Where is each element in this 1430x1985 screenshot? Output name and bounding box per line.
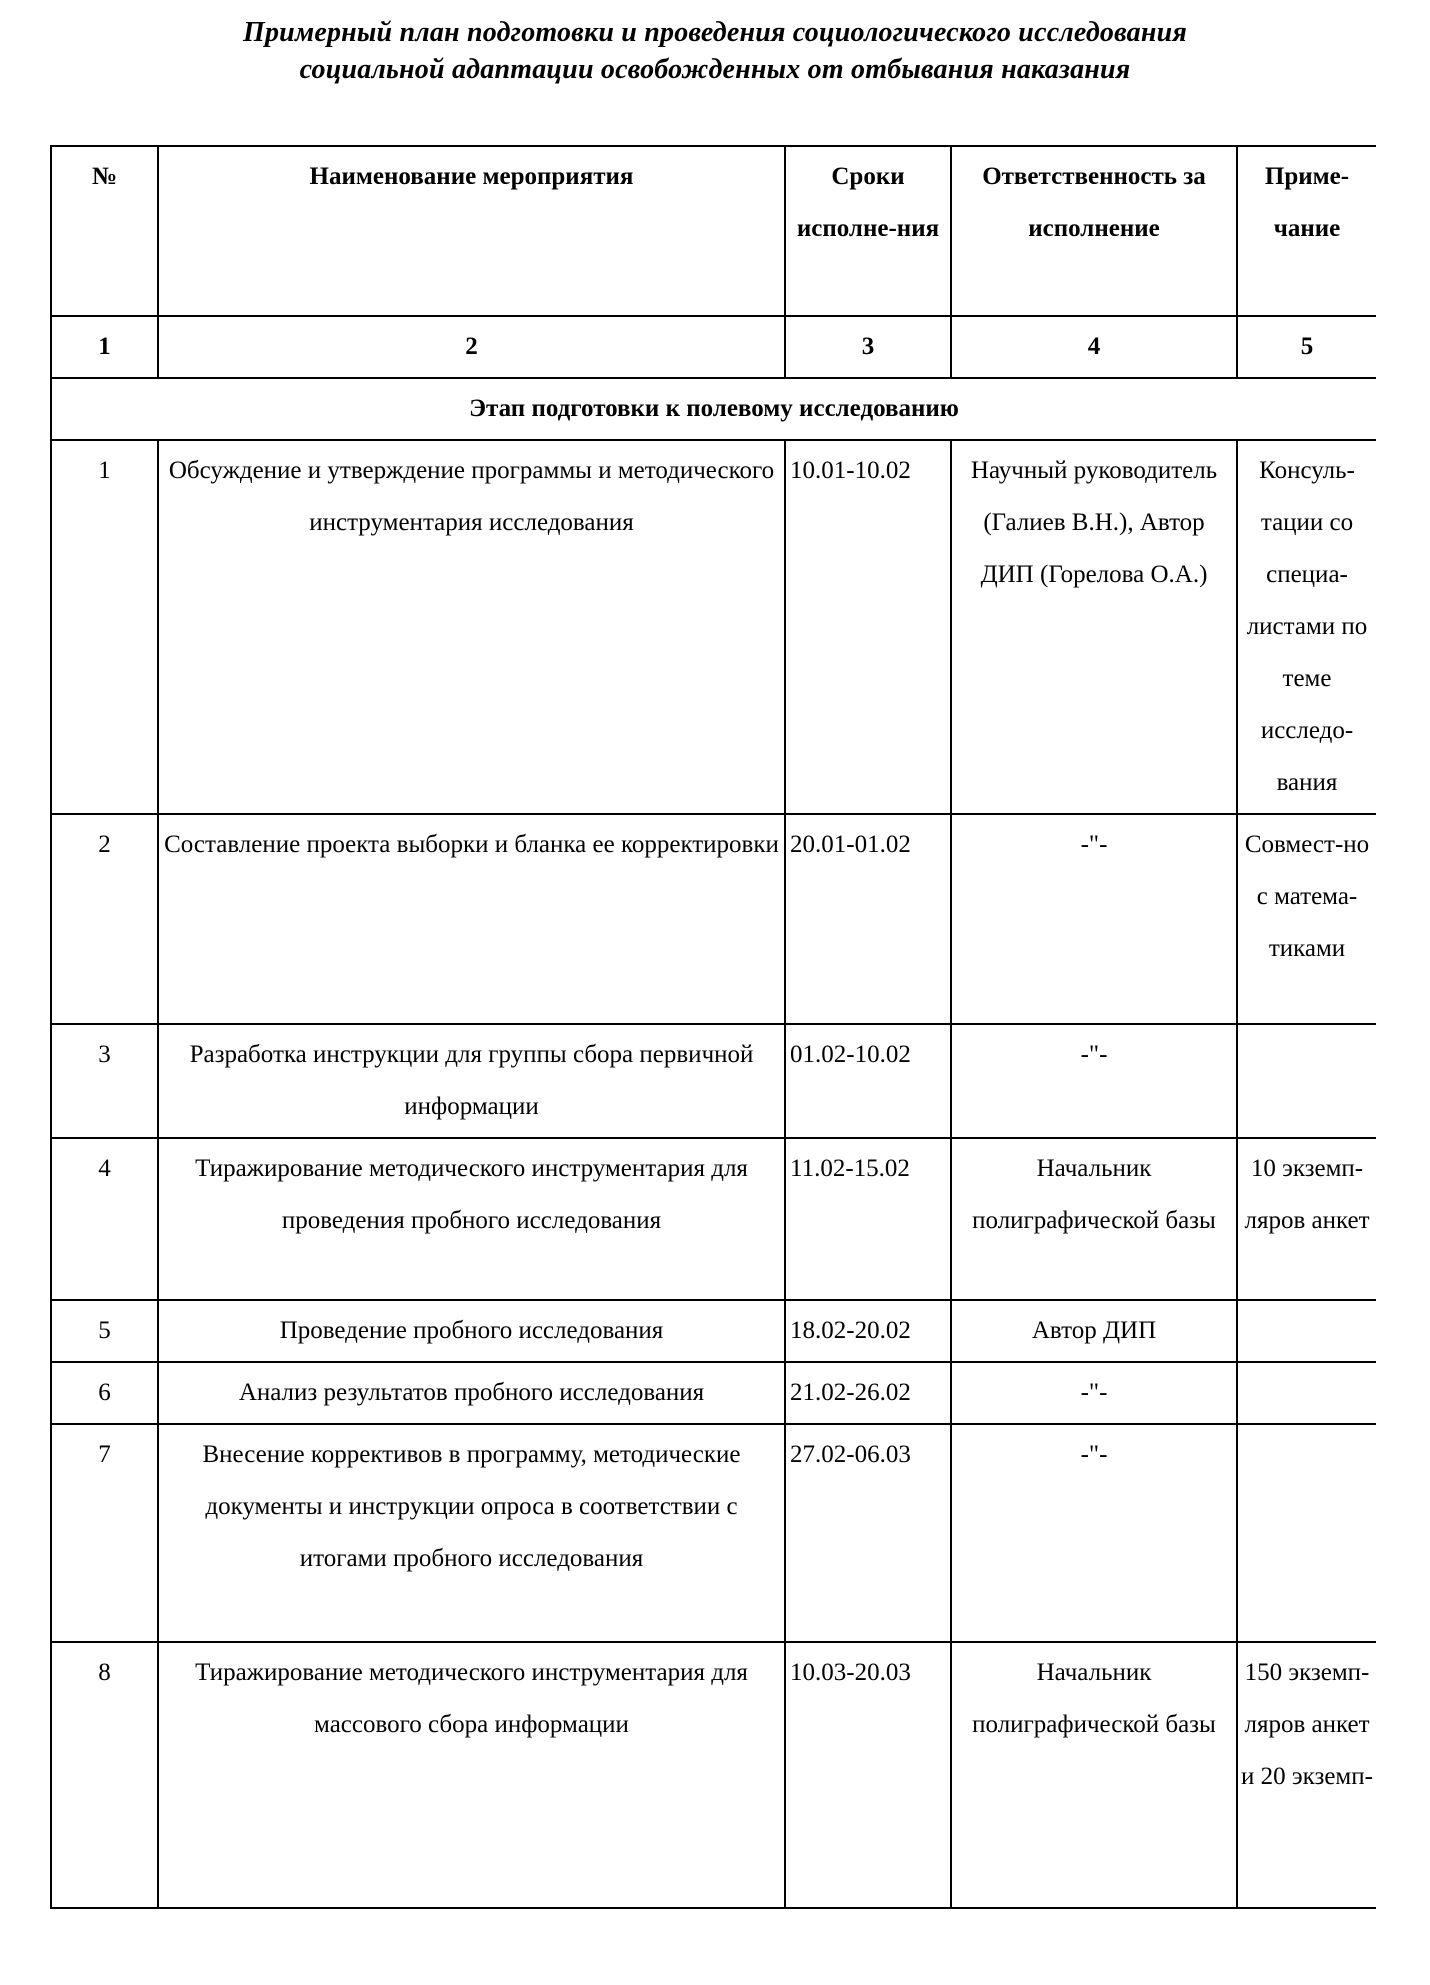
row-responsible: Начальник полиграфической базы bbox=[951, 1642, 1237, 1908]
column-number-row bbox=[51, 316, 1376, 378]
row-note: Консуль-тации со специа-листами по теме исследо-вания bbox=[1237, 440, 1376, 814]
row-activity: Тиражирование методического инструментария для массового сбора информации bbox=[158, 1642, 785, 1908]
row-responsible: -"- bbox=[951, 814, 1237, 1024]
stage-row bbox=[51, 378, 1376, 440]
stage-title: Этап подготовки к полевому исследованию bbox=[51, 378, 1376, 440]
row-note: 10 экземп-ляров анкет bbox=[1237, 1138, 1376, 1300]
table-row bbox=[51, 1024, 1376, 1138]
row-number: 1 bbox=[51, 440, 158, 814]
row-activity: Проведение пробного исследования bbox=[158, 1300, 785, 1362]
row-responsible: Автор ДИП bbox=[951, 1300, 1237, 1362]
row-note bbox=[1237, 1424, 1376, 1642]
table-row bbox=[51, 1300, 1376, 1362]
row-activity: Тиражирование методического инструментария для проведения пробного исследования bbox=[158, 1138, 785, 1300]
row-number: 4 bbox=[51, 1138, 158, 1300]
row-note bbox=[1237, 1300, 1376, 1362]
table-header-row bbox=[51, 146, 1376, 316]
table-row bbox=[51, 1642, 1376, 1908]
row-dates: 18.02-20.02 bbox=[785, 1300, 951, 1362]
row-number: 3 bbox=[51, 1024, 158, 1138]
row-number: 7 bbox=[51, 1424, 158, 1642]
row-responsible: -"- bbox=[951, 1362, 1237, 1424]
row-note bbox=[1237, 1362, 1376, 1424]
table-row bbox=[51, 440, 1376, 814]
row-dates: 11.02-15.02 bbox=[785, 1138, 951, 1300]
document-title-line-2: социальной адаптации освобожденных от отбывания наказания bbox=[299, 54, 1131, 85]
plan-table bbox=[50, 145, 1376, 1909]
row-dates: 10.03-20.03 bbox=[785, 1642, 951, 1908]
header-number: № bbox=[51, 146, 158, 316]
row-activity: Анализ результатов пробного исследования bbox=[158, 1362, 785, 1424]
column-number: 4 bbox=[951, 316, 1237, 378]
row-number: 8 bbox=[51, 1642, 158, 1908]
row-responsible: -"- bbox=[951, 1424, 1237, 1642]
row-activity: Внесение коррективов в программу, методические документы и инструкции опроса в соответствии с итогами пробного исследования bbox=[158, 1424, 785, 1642]
row-responsible: Начальник полиграфической базы bbox=[951, 1138, 1237, 1300]
header-dates: Сроки исполне-ния bbox=[785, 146, 951, 316]
column-number: 2 bbox=[158, 316, 785, 378]
row-number: 6 bbox=[51, 1362, 158, 1424]
column-number: 3 bbox=[785, 316, 951, 378]
row-dates: 21.02-26.02 bbox=[785, 1362, 951, 1424]
row-number: 2 bbox=[51, 814, 158, 1024]
document-title-line-1: Примерный план подготовки и проведения социологического исследования bbox=[243, 17, 1187, 48]
table-row bbox=[51, 1362, 1376, 1424]
row-note bbox=[1237, 1024, 1376, 1138]
column-number: 1 bbox=[51, 316, 158, 378]
table-row bbox=[51, 814, 1376, 1024]
table-row bbox=[51, 1424, 1376, 1642]
row-dates: 01.02-10.02 bbox=[785, 1024, 951, 1138]
row-activity: Обсуждение и утверждение программы и методического инструментария исследования bbox=[158, 440, 785, 814]
row-responsible: -"- bbox=[951, 1024, 1237, 1138]
row-responsible: Научный руководитель (Галиев В.Н.), Автор ДИП (Горелова О.А.) bbox=[951, 440, 1237, 814]
row-activity: Составление проекта выборки и бланка ее корректировки bbox=[158, 814, 785, 1024]
row-number: 5 bbox=[51, 1300, 158, 1362]
row-activity: Разработка инструкции для группы сбора первичной информации bbox=[158, 1024, 785, 1138]
column-number: 5 bbox=[1237, 316, 1376, 378]
row-note: 150 экземп-ляров анкет и 20 экземп- bbox=[1237, 1642, 1376, 1908]
header-note: Приме-чание bbox=[1237, 146, 1376, 316]
header-responsible: Ответственность за исполнение bbox=[951, 146, 1237, 316]
row-dates: 20.01-01.02 bbox=[785, 814, 951, 1024]
row-dates: 10.01-10.02 bbox=[785, 440, 951, 814]
header-activity: Наименование мероприятия bbox=[158, 146, 785, 316]
row-note: Совмест-но с матема-тиками bbox=[1237, 814, 1376, 1024]
table-row bbox=[51, 1138, 1376, 1300]
row-dates: 27.02-06.03 bbox=[785, 1424, 951, 1642]
document-title bbox=[0, 14, 1430, 88]
